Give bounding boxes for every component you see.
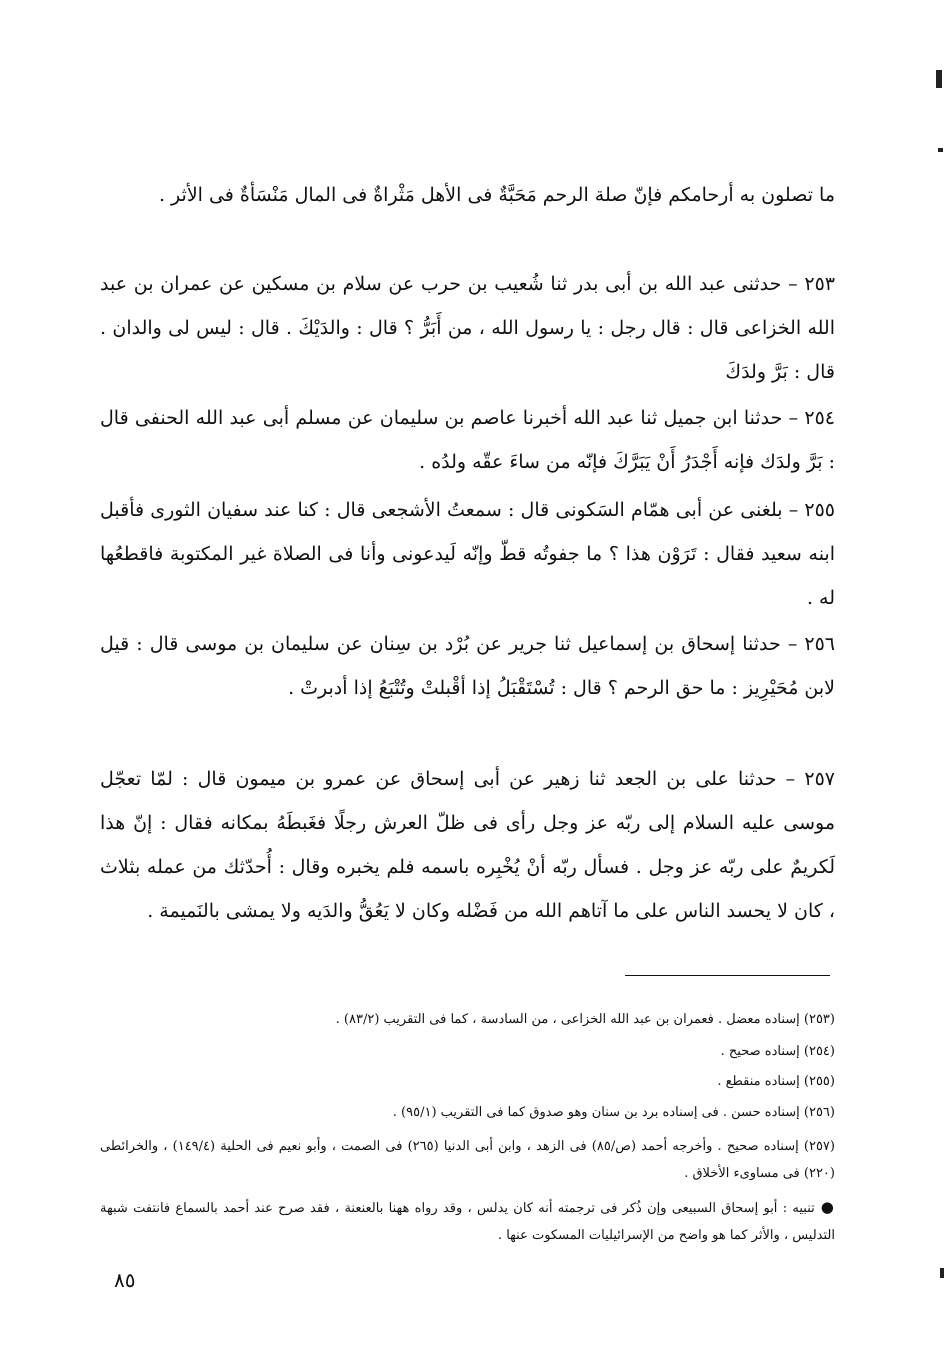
paragraph-253: ٢٥٣ – حدثنى عبد الله بن أبى بدر ثنا شُعيب بن حرب عن سلام بن مسكين عن عمران بن عبد الله الخزاعى قال : قال رجل : يا رسول الله ، من أَبَرُّ ؟ قال : والدَيْكَ . قال : ليس لى والدان . قال : بَرَّ ولدَكَ: [100, 273, 835, 383]
footnote-256: (٢٥٦) إسناده حسن . فى إسناده برد بن سنان وهو صدوق كما فى التقريب (٩٥/١) .: [392, 1105, 835, 1120]
scan-mark: [940, 1268, 944, 1278]
scan-mark: [938, 148, 943, 152]
paragraph-255: ٢٥٥ – بلغنى عن أبى همّام السَكونى قال : سمعتُ الأشجعى قال : كنا عند سفيان الثورى فأقبل ابنه سعيد فقال : تَرَوْن هذا ؟ ما جفوتُه قطّ وإنّه لَيدعونى وأنا فى الصلاة غير المكتوبة فاقطعُها له .: [100, 499, 835, 609]
footnote-257: (٢٥٧) إسناده صحيح . وأخرجه أحمد (ص/٨٥) فى الزهد ، وابن أبى الدنيا (٢٦٥) فى الصمت ، وأبو نعيم فى الحلية (١٤٩/٤) ، والخرائطى (٢٢٠) فى مساوىء الأخلاق .: [100, 1139, 835, 1181]
paragraph-256: ٢٥٦ – حدثنا إسحاق بن إسماعيل ثنا جرير عن بُرْد بن سِنان عن سليمان بن موسى قال : قيل لابن مُحَيْرِيز : ما حق الرحم ؟ قال : تُسْتَقْبَلُ إذا أقْبلتْ وتُتْبَعُ إذا أدبرتْ .: [100, 633, 835, 699]
paragraph-254: ٢٥٤ – حدثنا ابن جميل ثنا عبد الله أخبرنا عاصم بن سليمان عن مسلم أبى عبد الله الحنفى قال : بَرَّ ولدَك فإنه أَجْدَرُ أَنْ يَبَرَّكَ فإنّه من ساءَ عقّه ولدُه .: [100, 407, 835, 473]
paragraph-intro: ما تصلون به أرحامكم فإنّ صلة الرحم مَحَبَّةٌ فى الأهل مَثْراةٌ فى المال مَنْسَأةٌ فى الأثر .: [158, 184, 835, 206]
caution-text: تنبيه : أبو إسحاق السبيعى وإن ذُكر فى ترجمته أنه كان يدلس ، وقد رواه ههنا بالعنعنة ، فقد صرح عند أحمد بالسماع فانتفت شبهة التدليس ، والأثر كما هو واضح من الإسرائيليات المسكوت عنها .: [100, 1201, 835, 1243]
bullet-icon: ●: [820, 1198, 835, 1216]
scan-mark: [936, 70, 942, 88]
footnote-255: (٢٥٥) إسناده منقطع .: [717, 1074, 835, 1089]
footnote-253: (٢٥٣) إسناده معضل . فعمران بن عبد الله الخزاعى ، من السادسة ، كما فى التقريب (٨٣/٢) .: [335, 1012, 835, 1027]
page-number: ٨٥: [114, 1268, 136, 1292]
footnote-divider: [625, 975, 830, 976]
footnote-254: (٢٥٤) إسناده صحيح .: [720, 1044, 835, 1059]
paragraph-257: ٢٥٧ – حدثنا على بن الجعد ثنا زهير عن أبى إسحاق عن عمرو بن ميمون قال : لمّا تعجّل موسى عليه السلام إلى ربّه عز وجل رأى فى ظلّ العرش رجلًا فغَبطَهُ بمكانه فقال : إنّ هذا لَكريمٌ على ربّه عز وجل . فسأل ربّه أنْ يُخْبِره باسمه فلم يخبره وقال : أُحدّثك من عمله بثلاث ، كان لا يحسد الناس على ما آتاهم الله من فَضْله وكان لا يَعُقُّ والدَيه ولا يمشى بالنَميمة .: [100, 768, 835, 922]
footnote-caution: [100, 1194, 835, 1249]
